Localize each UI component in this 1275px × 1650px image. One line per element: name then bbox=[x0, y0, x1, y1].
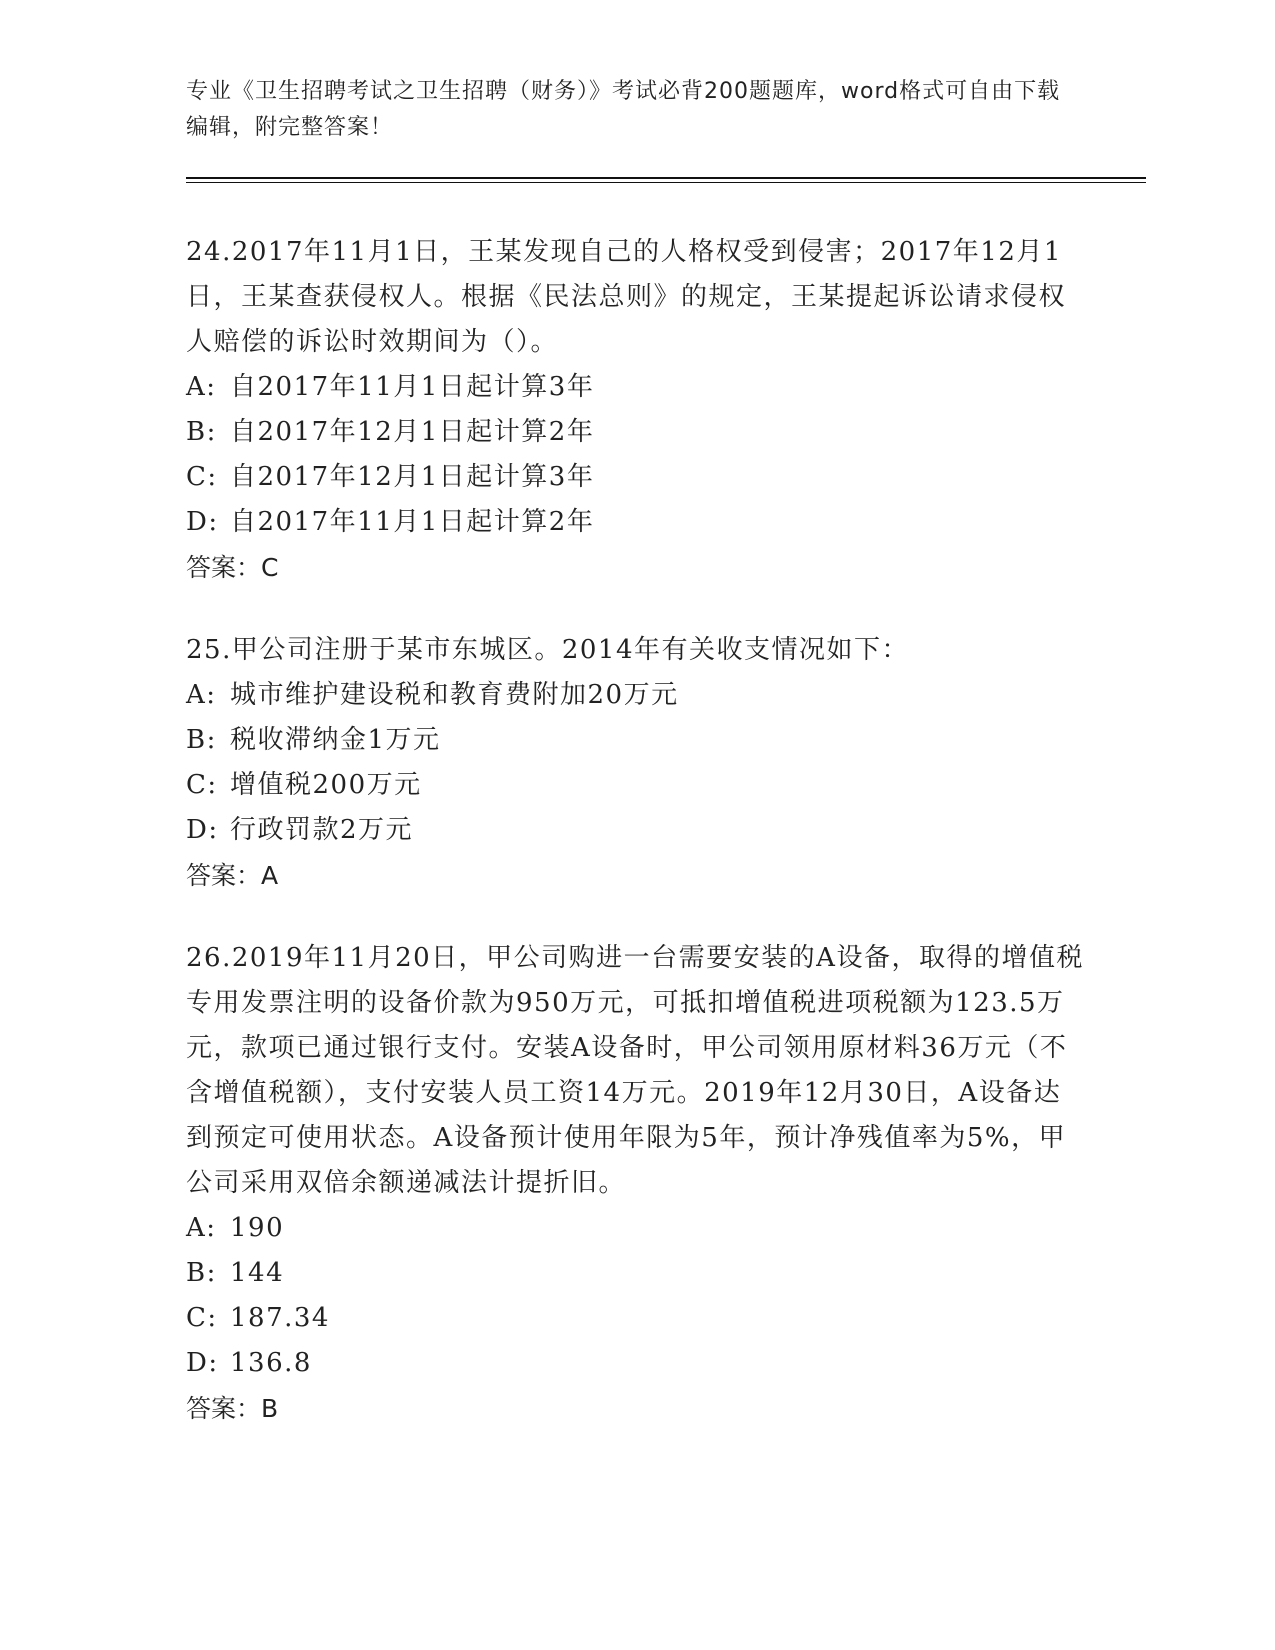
option-text: 自2017年11月1日起计算3年 bbox=[230, 372, 595, 402]
option-letter: C: bbox=[186, 462, 218, 492]
option-c bbox=[186, 763, 1086, 808]
option-text: 144 bbox=[230, 1258, 285, 1288]
option-text: 自2017年12月1日起计算3年 bbox=[230, 462, 595, 492]
option-text: 自2017年11月1日起计算2年 bbox=[230, 507, 595, 537]
option-letter: A: bbox=[186, 1213, 217, 1243]
option-d bbox=[186, 808, 1086, 853]
option-a bbox=[186, 1206, 1086, 1251]
option-letter: B: bbox=[186, 1258, 217, 1288]
option-text: 增值税200万元 bbox=[230, 770, 422, 800]
option-letter: B: bbox=[186, 725, 217, 755]
option-b bbox=[186, 410, 1086, 455]
answer-line: 答案：A bbox=[186, 861, 279, 890]
option-letter: D: bbox=[186, 1348, 219, 1378]
option-d bbox=[186, 500, 1086, 545]
answer-line: 答案：B bbox=[186, 1394, 279, 1423]
option-letter: D: bbox=[186, 507, 219, 537]
option-text: 税收滞纳金1万元 bbox=[230, 725, 441, 755]
question-25 bbox=[186, 628, 1086, 898]
option-letter: A: bbox=[186, 372, 217, 402]
option-a bbox=[186, 673, 1086, 718]
question-24 bbox=[186, 230, 1086, 590]
question-stem: 26.2019年11月20日，甲公司购进一台需要安装的A设备，取得的增值税专用发票注明的设备价款为950万元，可抵扣增值税进项税额为123.5万元，款项已通过银行支付。安装A设备时，甲公司领用原材料36万元（不含增值税额），支付安装人员工资14万元。2019年12月30日，A设备达到预定可使用状态。A设备预计使用年限为5年，预计净残值率为5%，甲公司采用双倍余额递减法计提折旧。 bbox=[186, 943, 1084, 1198]
option-c bbox=[186, 455, 1086, 500]
option-text: 自2017年12月1日起计算2年 bbox=[230, 417, 595, 447]
option-text: 187.34 bbox=[230, 1303, 330, 1333]
document-header: 专业《卫生招聘考试之卫生招聘（财务）》考试必背200题题库，word格式可自由下载编辑，附完整答案！ bbox=[186, 79, 1061, 140]
option-text: 行政罚款2万元 bbox=[230, 815, 414, 845]
option-text: 190 bbox=[230, 1213, 285, 1243]
option-text: 城市维护建设税和教育费附加20万元 bbox=[230, 680, 679, 710]
option-letter: C: bbox=[186, 770, 218, 800]
header-divider bbox=[186, 177, 1146, 179]
option-b bbox=[186, 1251, 1086, 1296]
question-list bbox=[186, 230, 1086, 1469]
option-letter: A: bbox=[186, 680, 217, 710]
option-c bbox=[186, 1296, 1086, 1341]
question-26 bbox=[186, 936, 1086, 1431]
header-divider-thin bbox=[186, 182, 1146, 183]
question-stem: 25.甲公司注册于某市东城区。2014年有关收支情况如下： bbox=[186, 635, 910, 665]
option-a bbox=[186, 365, 1086, 410]
option-b bbox=[186, 718, 1086, 763]
option-d bbox=[186, 1341, 1086, 1386]
option-letter: D: bbox=[186, 815, 219, 845]
option-letter: B: bbox=[186, 417, 217, 447]
option-letter: C: bbox=[186, 1303, 218, 1333]
answer-line: 答案：C bbox=[186, 553, 279, 582]
option-text: 136.8 bbox=[230, 1348, 312, 1378]
question-stem: 24.2017年11月1日，王某发现自己的人格权受到侵害；2017年12月1日，王某查获侵权人。根据《民法总则》的规定，王某提起诉讼请求侵权人赔偿的诉讼时效期间为（）。 bbox=[186, 237, 1067, 357]
